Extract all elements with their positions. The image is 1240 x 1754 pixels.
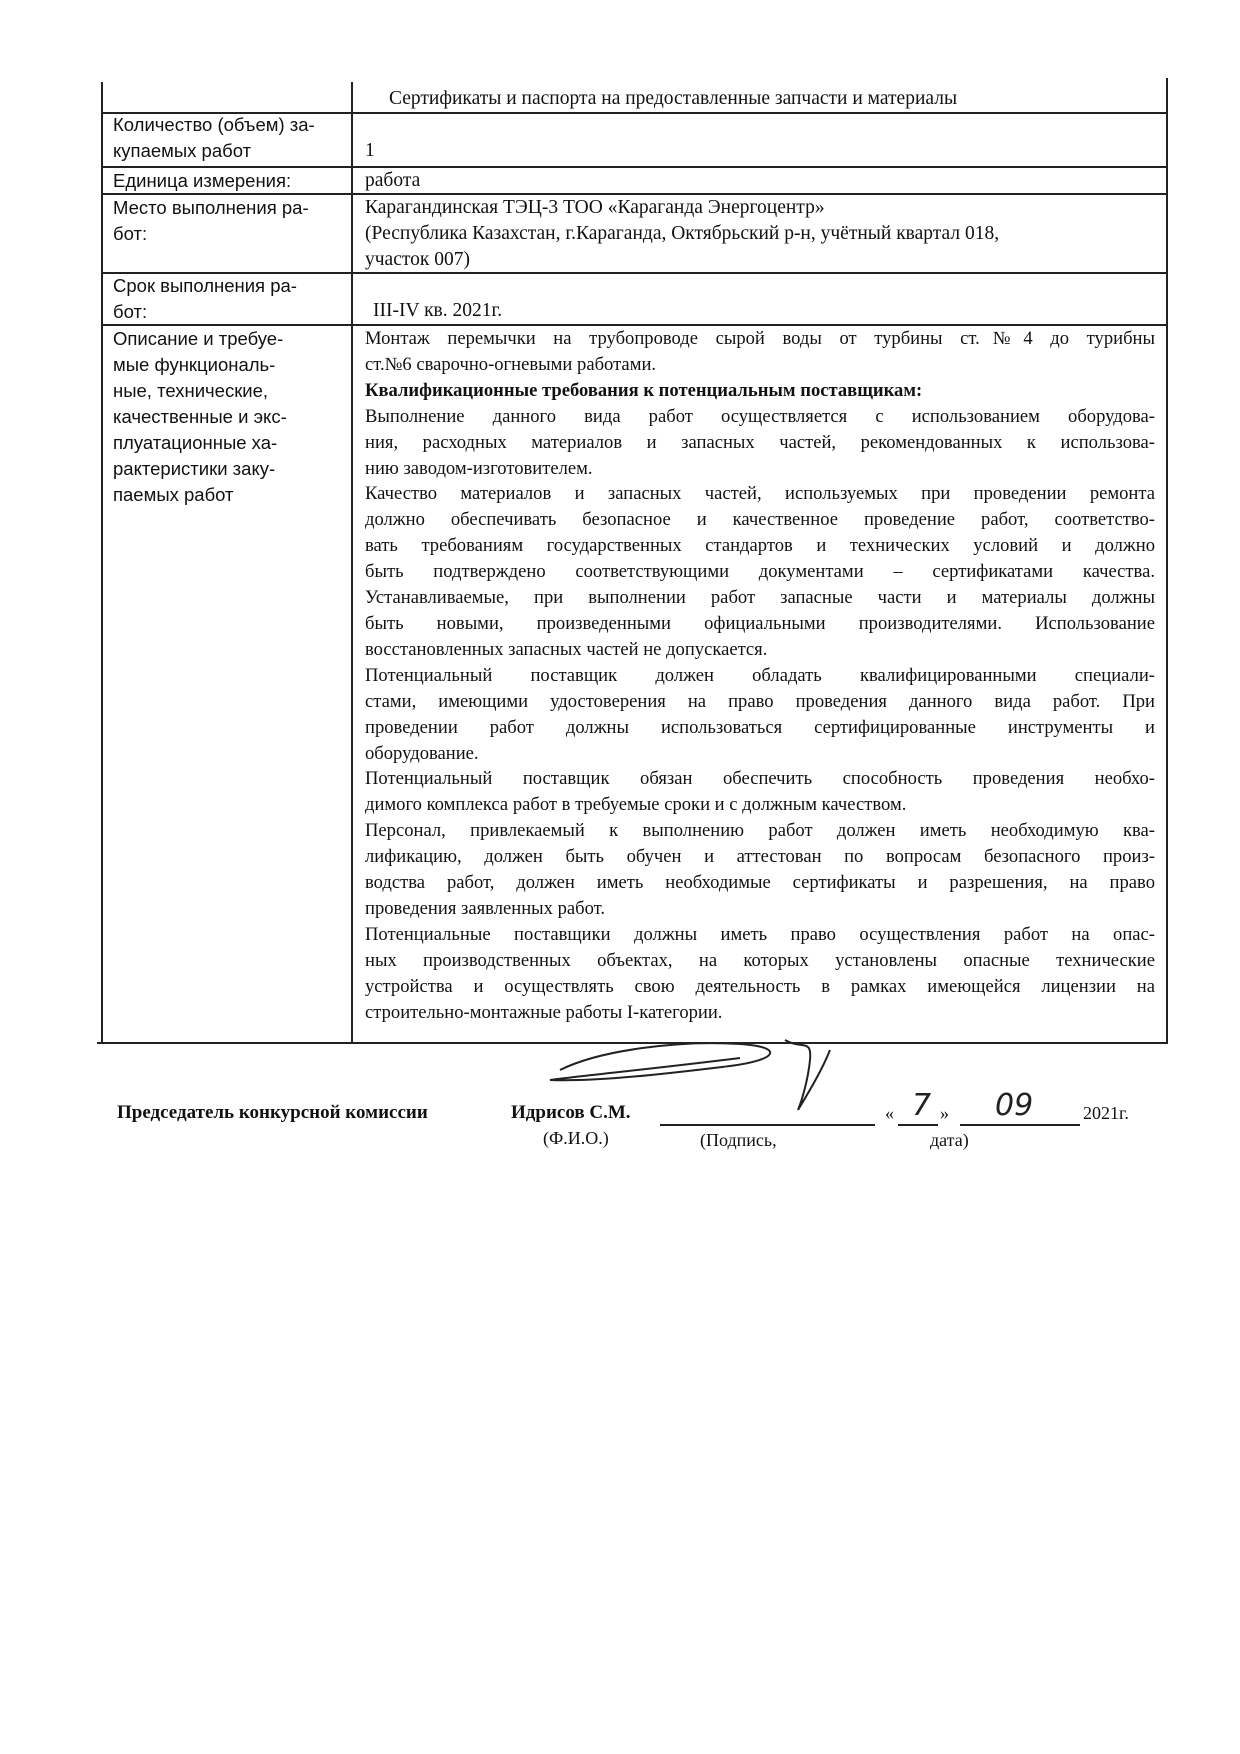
description-line: Качество материалов и запасных частей, используемых при проведении ремонта [365, 483, 1155, 505]
date-year: 2021г. [1083, 1103, 1129, 1123]
description-text [365, 326, 1155, 1025]
description-line: Потенциальный поставщик должен обладать квалифицированными специали- [365, 664, 1155, 686]
date-month: 09 [995, 1088, 1034, 1123]
description-line: стами, имеющими удостоверения на право проведения данного вида работ. При [365, 690, 1155, 712]
description-line: ст.№6 сварочно-огневыми работами. [365, 353, 657, 375]
unit-label: Единица измерения: [113, 170, 292, 191]
description-line: ных производственных объектах, на которых установлены опасные технические [365, 949, 1155, 971]
description-line: лификацию, должен быть обучен и аттестован по вопросам безопасного произ- [365, 846, 1155, 868]
description-line: Устанавливаемые, при выполнении работ запасные части и материалы должны [365, 587, 1155, 609]
description-line: быть новыми, произведенными официальными производителями. Использование [365, 612, 1155, 634]
sign-caption: (Подпись, [700, 1130, 777, 1150]
certificates-cell [389, 86, 957, 112]
term-label: Срок выполнения ра- бот: [113, 275, 297, 322]
date-quote-open: « [885, 1103, 894, 1123]
month-line [960, 1124, 1080, 1126]
description-line: должно обеспечивать безопасное и качественное проведение работ, соответство- [365, 509, 1155, 531]
description-line: водства работ, должен иметь необходимые сертификаты и разрешения, на право [365, 872, 1155, 894]
description-line: Выполнение данного вида работ осуществляется с использованием оборудова- [365, 405, 1155, 427]
description-line: димого комплекса работ в требуемые сроки и с должным качеством. [365, 794, 907, 816]
quantity-value: 1 [365, 140, 375, 161]
description-line: проведения заявленных работ. [365, 897, 606, 919]
qualification-heading: Квалификационные требования к потенциальным поставщикам: [365, 379, 923, 401]
description-line: вать требованиям государственных стандартов и технических условий и должно [365, 535, 1155, 557]
description-line: восстановленных запасных частей не допускается. [365, 638, 768, 660]
certificates-text: Сертификаты и паспорта на предоставленные запчасти и материалы [389, 88, 958, 109]
chairman-title: Председатель конкурсной комиссии [117, 1102, 428, 1123]
table-border-right [1166, 78, 1168, 1044]
description-line: проведении работ должны использоваться сертифицированные инструменты и [365, 716, 1155, 738]
description-line: быть подтверждено соответствующими документами – сертификатами качества. [365, 561, 1155, 583]
chairman-name: Идрисов С.М. [511, 1102, 631, 1123]
description-line: строительно-монтажные работы I-категории. [365, 1001, 723, 1023]
term-value: III-IV кв. 2021г. [373, 300, 503, 321]
signature-line [660, 1124, 875, 1126]
date-caption: дата) [930, 1130, 969, 1150]
date-day: 7 [912, 1088, 932, 1123]
place-value: Карагандинская ТЭЦ-3 ТОО «Караганда Энергоцентр» (Республика Казахстан, г.Караганда, Октябрьский р-н, учётный квартал 018, участок 007) [365, 197, 1000, 270]
table-border-left [101, 82, 103, 1044]
description-line: оборудование. [365, 742, 479, 764]
fio-caption: (Ф.И.О.) [543, 1128, 609, 1148]
description-line: устройства и осуществлять свою деятельность в рамках имеющейся лицензии на [365, 975, 1155, 997]
quantity-label: Количество (объем) за- купаемых работ [113, 114, 315, 161]
description-line: Персонал, привлекаемый к выполнению работ должен иметь необходимую ква- [365, 820, 1155, 842]
description-line: ния, расходных материалов и запасных частей, рекомендованных к использова- [365, 431, 1155, 453]
date-quote-close: » [940, 1103, 949, 1123]
unit-value: работа [365, 170, 421, 191]
description-line: Потенциальный поставщик обязан обеспечить способность проведения необхо- [365, 768, 1155, 790]
place-label: Место выполнения ра- бот: [113, 197, 309, 244]
description-line: Потенциальные поставщики должны иметь право осуществления работ на опас- [365, 923, 1155, 945]
description-line: нию заводом-изготовителем. [365, 457, 593, 479]
table-border-middle [351, 82, 353, 1044]
description-line: Монтаж перемычки на трубопроводе сырой воды от турбины ст.№4 до турибны [365, 328, 1155, 349]
description-label: Описание и требуе- мые функциональ- ные, технические, качественные и экс- плуатационные ха- рактеристики заку- паемых работ [113, 328, 287, 505]
day-line [898, 1124, 938, 1126]
